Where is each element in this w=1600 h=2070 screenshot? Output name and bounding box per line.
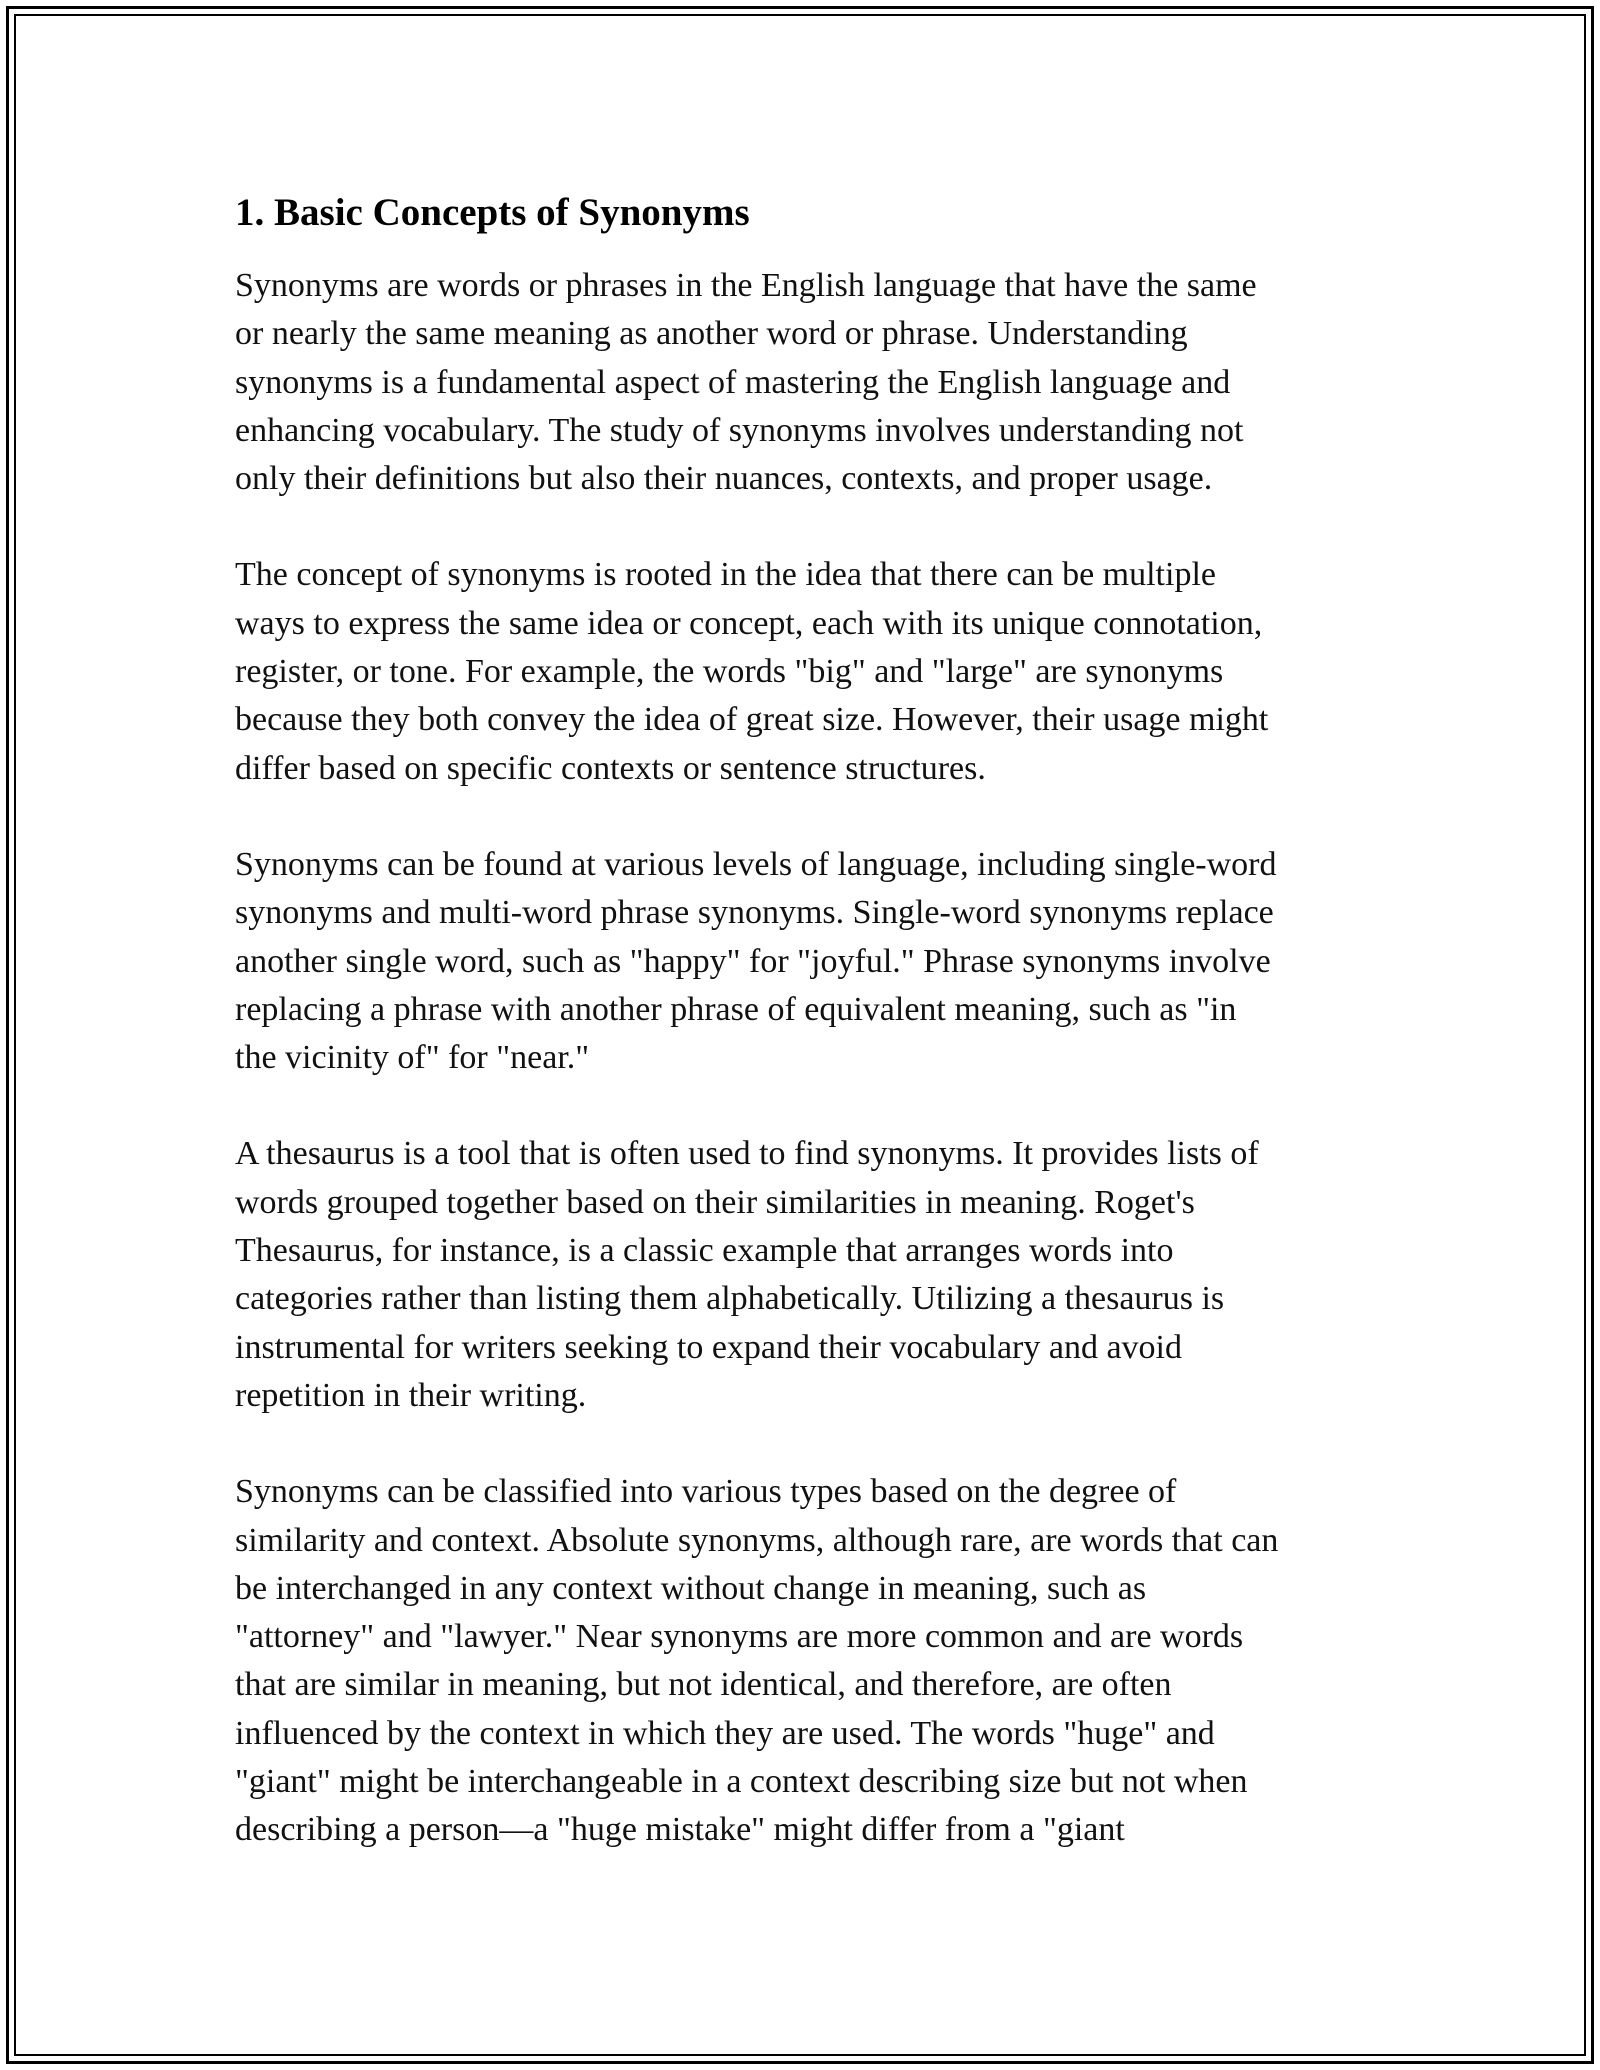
- text-line: categories rather than listing them alphabetically. Utilizing a thesaurus is: [235, 1280, 1225, 1318]
- text-line: or nearly the same meaning as another word or phrase. Understanding: [235, 315, 1188, 353]
- text-line: differ based on specific contexts or sentence structures.: [235, 749, 986, 787]
- text-line: enhancing vocabulary. The study of synonyms involves understanding not: [235, 411, 1244, 449]
- text-line: similarity and context. Absolute synonyms, although rare, are words that can: [235, 1521, 1279, 1559]
- text-line: The concept of synonyms is rooted in the idea that there can be multiple: [235, 556, 1216, 594]
- document-body: [235, 186, 1375, 1903]
- section-heading: 1. Basic Concepts of Synonyms: [235, 191, 750, 234]
- text-line: ways to express the same idea or concept, each with its unique connotation,: [235, 604, 1263, 642]
- paragraph: [235, 1468, 1375, 1854]
- text-line: Synonyms can be classified into various types based on the degree of: [235, 1473, 1177, 1511]
- text-line: words grouped together based on their similarities in meaning. Roget's: [235, 1183, 1195, 1221]
- text-line: Synonyms are words or phrases in the English language that have the same: [235, 267, 1257, 304]
- text-line: Thesaurus, for instance, is a classic example that arranges words into: [235, 1232, 1174, 1270]
- text-line: instrumental for writers seeking to expand their vocabulary and avoid: [235, 1328, 1182, 1366]
- paragraph: [235, 1130, 1375, 1420]
- text-line: another single word, such as "happy" for "joyful." Phrase synonyms involve: [235, 942, 1271, 980]
- paragraph: [235, 841, 1375, 1082]
- text-line: that are similar in meaning, but not identical, and therefore, are often: [235, 1666, 1172, 1704]
- text-line: only their definitions but also their nuances, contexts, and proper usage.: [235, 460, 1213, 498]
- text-line: the vicinity of" for "near.": [235, 1039, 590, 1077]
- paragraph: [235, 551, 1375, 792]
- text-line: Synonyms can be found at various levels of language, including single-word: [235, 845, 1277, 883]
- paragraph: [235, 262, 1375, 503]
- text-line: synonyms and multi-word phrase synonyms. Single-word synonyms replace: [235, 894, 1274, 932]
- text-line: describing a person—a "huge mistake" might differ from a "giant: [235, 1811, 1125, 1849]
- text-line: be interchanged in any context without change in meaning, such as: [235, 1569, 1147, 1607]
- text-line: because they both convey the idea of great size. However, their usage might: [235, 701, 1269, 739]
- text-line: influenced by the context in which they are used. The words "huge" and: [235, 1714, 1215, 1752]
- text-line: register, or tone. For example, the words "big" and "large" are synonyms: [235, 653, 1224, 691]
- text-line: "giant" might be interchangeable in a context describing size but not when: [235, 1763, 1248, 1801]
- text-line: repetition in their writing.: [235, 1376, 587, 1414]
- text-line: synonyms is a fundamental aspect of mastering the English language and: [235, 363, 1231, 401]
- text-line: replacing a phrase with another phrase of equivalent meaning, such as "in: [235, 990, 1237, 1028]
- text-line: A thesaurus is a tool that is often used to find synonyms. It provides lists of: [235, 1135, 1259, 1173]
- text-line: "attorney" and "lawyer." Near synonyms are more common and are words: [235, 1618, 1244, 1656]
